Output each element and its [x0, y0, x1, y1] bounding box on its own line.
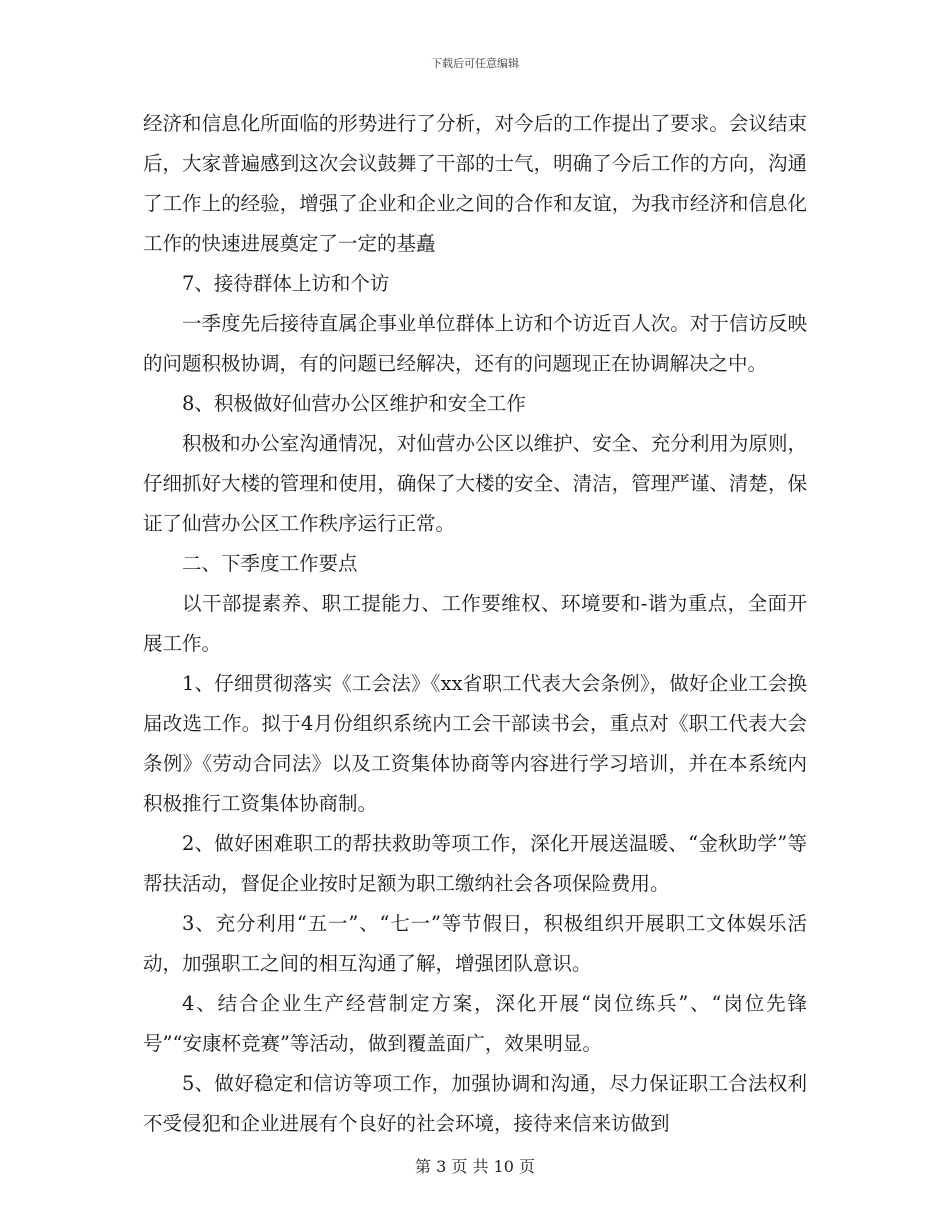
paragraph: 经济和信息化所面临的形势进行了分析，对今后的工作提出了要求。会议结束后，大家普遍感到这次会议鼓舞了干部的士气，明确了今后工作的方向，沟通了工作上的经验，增强了企业和企业之间的合作和友谊，为我市经济和信息化工作的快速进展奠定了一定的基矗 [143, 112, 807, 255]
section-heading: 二、下季度工作要点 [182, 552, 358, 575]
paragraph: 积极和办公室沟通情况，对仙营办公区以维护、安全、充分利用为原则，仔细抓好大楼的管理和使用，确保了大楼的安全、清洁，管理严谨、清楚，保证了仙营办公区工作秩序运行正常。 [143, 432, 807, 535]
paragraph: 一季度先后接待直属企事业单位群体上访和个访近百人次。对于信访反映的问题积极协调，有的问题已经解决，还有的问题现正在协调解决之中。 [143, 312, 807, 375]
section-heading: 8、积极做好仙营办公区维护和安全工作 [182, 392, 526, 415]
list-item: 5、做好稳定和信访等项工作，加强协调和沟通，尽力保证职工合法权利不受侵犯和企业进展有个良好的社会环境，接待来信来访做到 [143, 1072, 807, 1135]
list-item: 4、结合企业生产经营制定方案，深化开展“岗位练兵”、“岗位先锋号”“安康杯竞赛”等活动，做到覆盖面广，效果明显。 [143, 992, 807, 1055]
paragraph: 以干部提素养、职工提能力、工作要维权、环境要和-谐为重点，全面开展工作。 [143, 592, 807, 655]
section-heading: 7、接待群体上访和个访 [182, 272, 390, 295]
page-header-note: 下载后可任意编辑 [431, 57, 519, 70]
list-item: 2、做好困难职工的帮扶救助等项工作，深化开展送温暖、“金秋助学”等帮扶活动，督促企业按时足额为职工缴纳社会各项保险费用。 [143, 832, 807, 895]
list-item: 3、充分利用“五一”、“七一”等节假日，积极组织开展职工文体娱乐活动，加强职工之间的相互沟通了解，增强团队意识。 [143, 912, 807, 975]
list-item: 1、仔细贯彻落实《工会法》《xx省职工代表大会条例》，做好企业工会换届改选工作。拟于4月份组织系统内工会干部读书会，重点对《职工代表大会条例》《劳动合同法》以及工资集体协商等内容进行学习培训，并在本系统内积极推行工资集体协商制。 [143, 672, 807, 815]
document-body [143, 104, 807, 1144]
page-number-footer: 第 3 页 共 10 页 [415, 1157, 535, 1176]
